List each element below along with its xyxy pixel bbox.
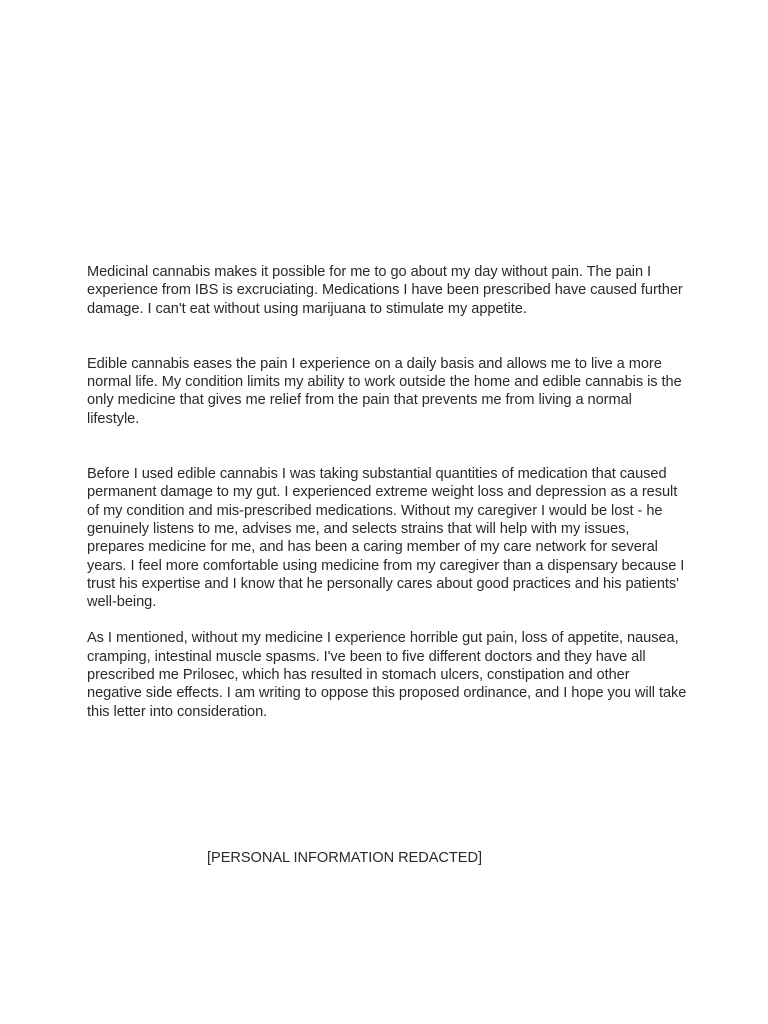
letter-paragraph-2: Edible cannabis eases the pain I experience on a daily basis and allows me to live a more normal life. My condition limits my ability to work outside the home and edible cannabis is the only medicine that gives me relief from the pain that prevents me from living a normal lifestyle. <box>87 355 682 427</box>
letter-paragraph-1: Medicinal cannabis makes it possible for me to go about my day without pain. The pain I experience from IBS is excruciating. Medications I have been prescribed have caused further damage. I can't eat without using marijuana to stimulate my appetite. <box>87 264 683 317</box>
letter-body <box>87 263 687 721</box>
redacted-signature: [PERSONAL INFORMATION REDACTED] <box>207 850 482 866</box>
letter-paragraph-4: As I mentioned, without my medicine I experience horrible gut pain, loss of appetite, nausea, cramping, intestinal muscle spasms. I've been to five different doctors and they have all prescribed me Prilosec, which has resulted in stomach ulcers, constipation and other negative side effects. I am writing to oppose this proposed ordinance, and I hope you will take this letter into consideration. <box>87 630 687 720</box>
letter-paragraph-3: Before I used edible cannabis I was taking substantial quantities of medication that caused permanent damage to my gut. I experienced extreme weight loss and depression as a result of my condition and mis-prescribed medications. Without my caregiver I would be lost - he genuinely listens to me, advises me, and selects strains that will help with my issues, prepares medicine for me, and has been a caring member of my care network for several years. I feel more comfortable using medicine from my caregiver than a dispensary because I trust his expertise and I know that he personally cares about good practices and his patients' well-being. <box>87 466 685 611</box>
